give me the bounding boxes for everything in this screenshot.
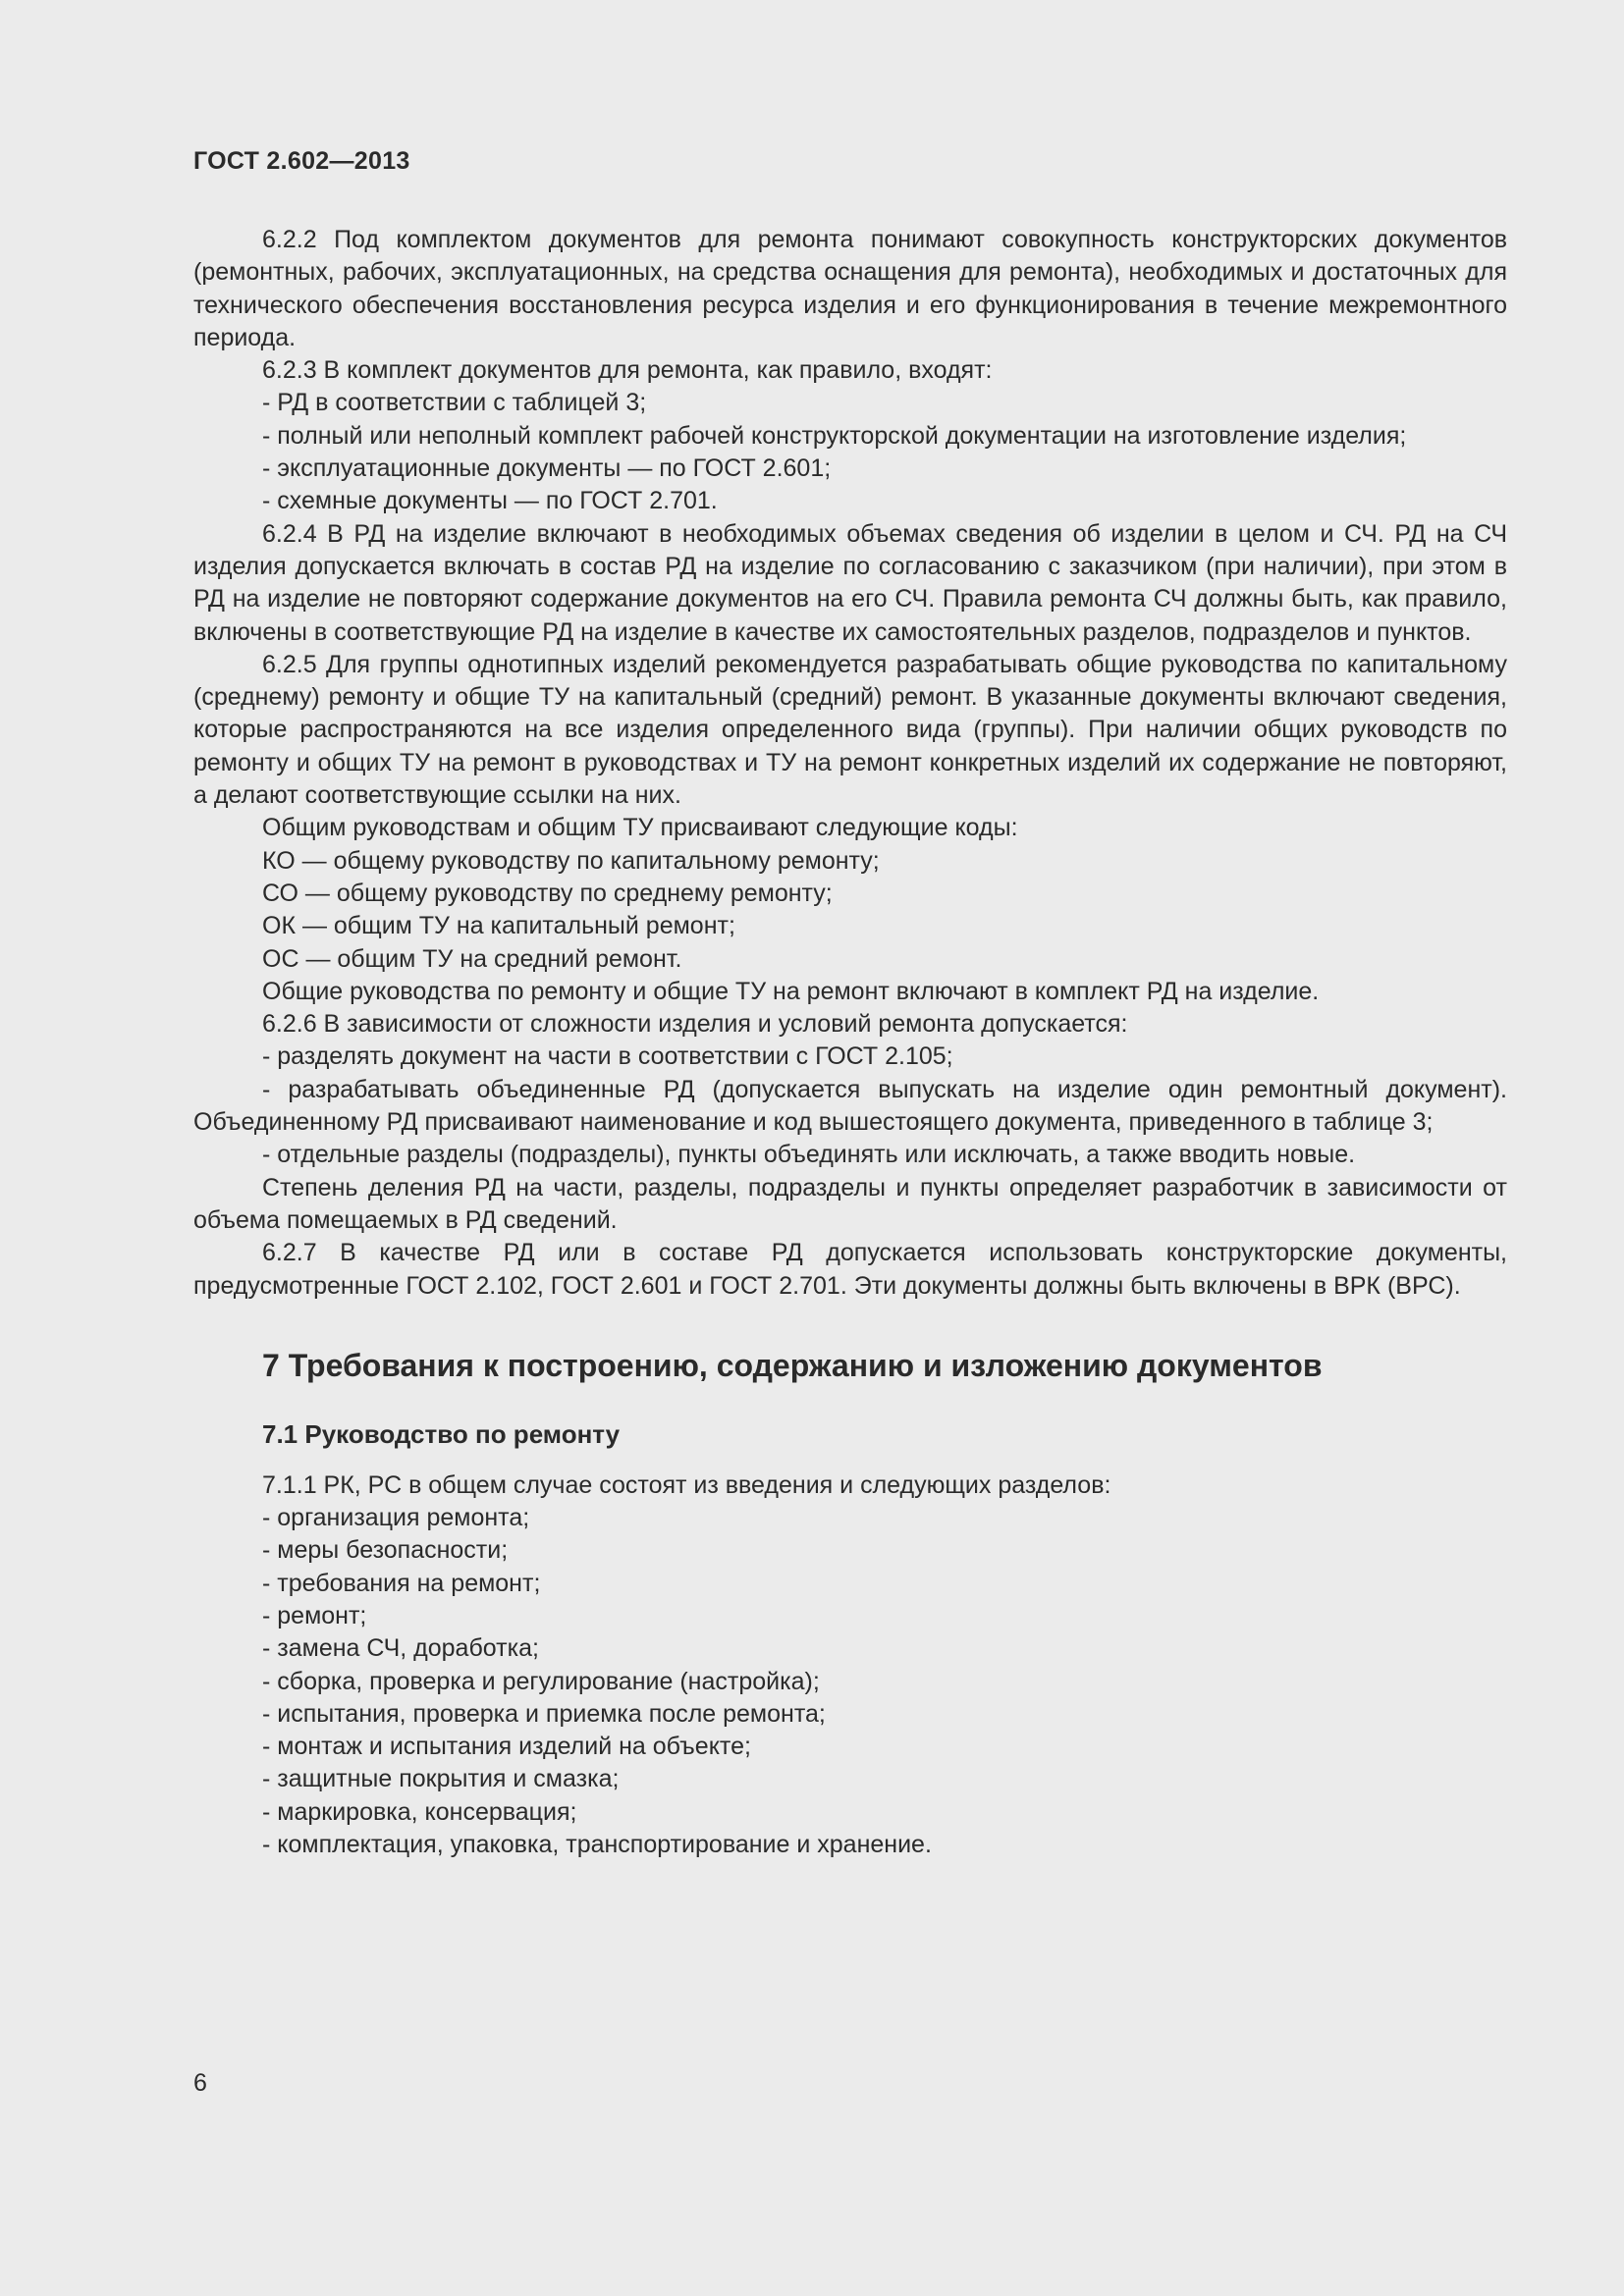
- list-item: - организация ремонта;: [262, 1504, 530, 1532]
- paragraph-6-2-3: 6.2.3 В комплект документов для ремонта, как правило, входят:: [262, 356, 993, 385]
- section-7-heading: 7 Требования к построению, содержанию и изложению документов: [262, 1347, 1323, 1383]
- list-item: - полный или неполный комплект рабочей конструкторской документации на изготовление изделия;: [262, 421, 1407, 450]
- list-item: - защитные покрытия и смазка;: [262, 1765, 620, 1793]
- document-code-header: ГОСТ 2.602—2013: [193, 147, 410, 175]
- list-item: - требования на ремонт;: [262, 1569, 541, 1597]
- paragraph-6-2-2: 6.2.2 Под комплектом документов для ремонта понимают совокупность конструкторских документов (ремонтных, рабочих, эксплуатационных, на средства оснащения для ремонта), необходимых и достаточных для технического обеспечения восстановления ресурса изделия и его функционирования в течение межремонтного периода.: [193, 226, 1507, 351]
- list-item: - маркировка, консервация;: [262, 1797, 577, 1826]
- code-item: СО — общему руководству по среднему ремонту;: [262, 879, 833, 907]
- list-item: - замена СЧ, доработка;: [262, 1634, 539, 1663]
- list-item: - монтаж и испытания изделий на объекте;: [262, 1733, 751, 1761]
- list-item: - эксплуатационные документы — по ГОСТ 2.601;: [262, 454, 832, 483]
- subsection-7-1-heading: 7.1 Руководство по ремонту: [262, 1418, 621, 1449]
- division-degree-note: Степень деления РД на части, разделы, подразделы и пункты определяет разработчик в зависимости от объема помещаемых в РД сведений.: [193, 1173, 1507, 1234]
- list-item: - меры безопасности;: [262, 1536, 509, 1565]
- list-item: - комплектация, упаковка, транспортирование и хранение.: [262, 1831, 932, 1859]
- paragraph-6-2-5: 6.2.5 Для группы однотипных изделий рекомендуется разрабатывать общие руководства по капитальному (среднему) ремонту и общие ТУ на капитальный (средний) ремонт. В указанные документы включают сведения, которые распространяются на все изделия определенного вида (группы). При наличии общих руководств по ремонту и общих ТУ на ремонт в руководствах и ТУ на ремонт конкретных изделий их содержание не повторяют, а делают соответствующие ссылки на них.: [193, 650, 1507, 810]
- list-item: - схемные документы — по ГОСТ 2.701.: [262, 487, 718, 515]
- code-item: КО — общему руководству по капитальному ремонту;: [262, 846, 880, 875]
- list-item: - ремонт;: [262, 1601, 367, 1629]
- list-item: - отдельные разделы (подразделы), пункты объединять или исключать, а также вводить новые.: [262, 1141, 1356, 1169]
- list-item: - испытания, проверка и приемка после ремонта;: [262, 1699, 826, 1728]
- paragraph-6-2-6: 6.2.6 В зависимости от сложности изделия и условий ремонта допускается:: [262, 1010, 1128, 1039]
- paragraph-6-2-7: 6.2.7 В качестве РД или в составе РД допускается использовать конструкторские документы, предусмотренные ГОСТ 2.102, ГОСТ 2.601 и ГОСТ 2.701. Эти документы должны быть включены в ВРК (ВРС).: [193, 1239, 1507, 1300]
- list-item: - РД в соответствии с таблицей 3;: [262, 389, 647, 417]
- general-guides-note: Общие руководства по ремонту и общие ТУ на ремонт включают в комплект РД на изделие.: [262, 977, 1320, 1005]
- code-item: ОК — общим ТУ на капитальный ремонт;: [262, 912, 735, 940]
- document-body: [193, 224, 1507, 1861]
- paragraph-6-2-4: 6.2.4 В РД на изделие включают в необходимых объемах сведения об изделии в целом и СЧ. РД на СЧ изделия допускается включать в состав РД на изделие по согласованию с заказчиком (при наличии), при этом в РД на изделие не повторяют содержание документов на его СЧ. Правила ремонта СЧ должны быть, как правило, включены в соответствующие РД на изделие в качестве их самостоятельных разделов, подразделов и пунктов.: [193, 519, 1507, 646]
- code-item: ОС — общим ТУ на средний ремонт.: [262, 944, 682, 973]
- paragraph-7-1-1: 7.1.1 РК, РС в общем случае состоят из введения и следующих разделов:: [262, 1470, 1111, 1499]
- list-item: - разрабатывать объединенные РД (допускается выпускать на изделие один ремонтный документ). Объединенному РД присваивают наименование и код вышестоящего документа, приведенного в таблице 3;: [193, 1075, 1507, 1137]
- page-number: 6: [193, 2069, 207, 2097]
- list-item: - сборка, проверка и регулирование (настройка);: [262, 1667, 820, 1695]
- codes-intro: Общим руководствам и общим ТУ присваивают следующие коды:: [262, 814, 1018, 842]
- list-item: - разделять документ на части в соответствии с ГОСТ 2.105;: [262, 1042, 953, 1071]
